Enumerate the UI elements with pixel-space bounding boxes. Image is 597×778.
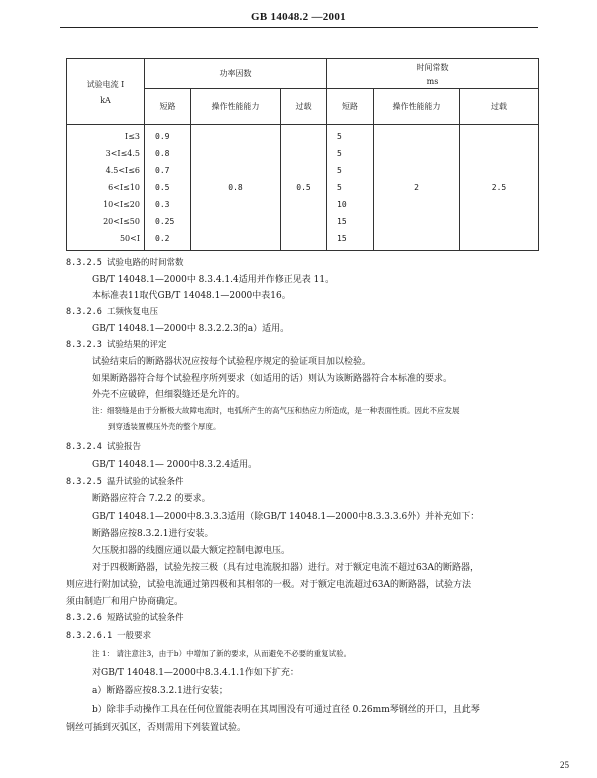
current-header-cell	[67, 59, 145, 125]
paragraph-line: 则应进行附加试验，试验电流通过第四极和其相邻的一极。对于额定电流超过63A的断路器，试验方法	[66, 580, 471, 590]
tc-short-value: 15	[337, 234, 347, 243]
time-constant-header-cell	[327, 59, 539, 89]
tc-short-value: 5	[337, 132, 342, 141]
pf-short-value: 0.3	[155, 200, 170, 209]
tc-short-value: 5	[337, 166, 342, 175]
tc-short-column	[327, 125, 374, 251]
current-range: I≤3	[125, 132, 140, 141]
pf-short-header: 短路	[145, 89, 191, 125]
note-line: 注：细裂缝是由于分断极大故障电流时，电弧所产生的高气压和热应力所造成，是一种表面性质。因此不应发展	[92, 406, 460, 415]
pf-short-value: 0.8	[155, 149, 170, 158]
section-heading: 8.3.2.6 工频恢复电压	[66, 307, 158, 317]
tc-short-value: 10	[337, 200, 347, 209]
paragraph-line: 试验结束后的断路器状况应按每个试验程序规定的验证项目加以检验。	[92, 357, 372, 367]
paragraph-line: a）断路器应按8.3.2.1进行安装；	[92, 686, 228, 696]
paragraph-line: 对GB/T 14048.1—2000中8.3.4.1.1作如下扩充：	[92, 668, 299, 678]
pf-op-value: 0.8	[191, 125, 281, 251]
pf-short-value: 0.2	[155, 234, 170, 243]
tc-over-value: 2.5	[460, 125, 539, 251]
paragraph-line: 钢丝可插到灭弧区，否则需用下列装置试验。	[66, 723, 247, 733]
tc-short-header: 短路	[327, 89, 374, 125]
paragraph-line: 本标准表11取代GB/T 14048.1—2000中表16。	[92, 291, 291, 301]
paragraph-line: 断路器应按8.3.2.1进行安装。	[92, 529, 214, 539]
note-line: 注 1： 请注意注3，由于b）中增加了新的要求，从而避免不必要的重复试验。	[92, 649, 352, 658]
paragraph-line: 须由制造厂和用户协商确定。	[66, 597, 184, 607]
pf-short-value: 0.25	[155, 217, 175, 226]
header-rule	[60, 27, 538, 28]
paragraph-line: 对于四极断路器，试验先按三极（具有过电流脱扣器）进行。对于额定电流不超过63A的断路器，	[92, 563, 479, 573]
current-range: 10<I≤20	[103, 200, 140, 209]
current-range: 3<I≤4.5	[105, 149, 140, 158]
tc-op-header: 操作性能能力	[374, 89, 460, 125]
tc-over-header: 过载	[460, 89, 539, 125]
pf-short-column	[145, 125, 191, 251]
pf-over-value: 0.5	[281, 125, 327, 251]
time-constant-unit: ms	[426, 76, 439, 86]
section-heading: 8.3.2.5 温升试验的试验条件	[66, 477, 184, 487]
current-range: 50<I	[119, 234, 140, 243]
paragraph-line: GB/T 14048.1—2000中8.3.3.3适用（除GB/T 14048.1—2000中8.3.3.3.6外）并补充如下：	[92, 512, 480, 522]
paragraph-line: GB/T 14048.1— 2000中8.3.2.4适用。	[92, 460, 258, 470]
tc-short-value: 5	[337, 149, 342, 158]
tc-short-value: 15	[337, 217, 347, 226]
pf-short-value: 0.5	[155, 183, 170, 192]
paragraph-line: GB/T 14048.1—2000中 8.3.2.2.3的a）适用。	[92, 324, 290, 334]
section-heading: 8.3.2.6.1 一般要求	[66, 631, 152, 641]
paragraph-line: GB/T 14048.1—2000中 8.3.4.1.4适用并作修正见表 11。	[92, 275, 335, 285]
pf-op-header: 操作性能能力	[191, 89, 281, 125]
current-header-label: 试验电流 I	[86, 79, 125, 89]
standard-header: GB 14048.2 —2001	[251, 11, 346, 23]
current-range: 6<I≤10	[108, 183, 140, 192]
page-number: 25	[560, 760, 569, 770]
section-heading: 8.3.2.5 试验电路的时间常数	[66, 258, 184, 268]
section-heading: 8.3.2.4 试验报告	[66, 442, 141, 452]
paragraph-line: 如果断路器符合每个试验程序所列要求（如适用的话）则认为该断路器符合本标准的要求。	[92, 374, 453, 384]
paragraph-line: 欠压脱扣器的线圈应通以最大额定控制电源电压。	[92, 546, 291, 556]
power-factor-header: 功率因数	[145, 59, 327, 89]
tc-op-value: 2	[374, 125, 460, 251]
tc-short-value: 5	[337, 183, 342, 192]
paragraph-line: 断路器应符合 7.2.2 的要求。	[92, 494, 211, 504]
time-constant-header: 时间常数	[416, 62, 449, 72]
paragraph-line: b）除非手动操作工具在任何位置能表明在其周围没有可通过直径 0.26mm琴钢丝的开口，且此琴	[92, 705, 480, 715]
pf-over-header: 过载	[281, 89, 327, 125]
test-conditions-table	[66, 58, 539, 251]
section-heading: 8.3.2.3 试验结果的评定	[66, 340, 167, 350]
pf-short-value: 0.7	[155, 166, 170, 175]
paragraph-line: 外壳不应破碎，但细裂缝还是允许的。	[92, 390, 246, 400]
current-range: 20<I≤50	[103, 217, 140, 226]
pf-short-value: 0.9	[155, 132, 170, 141]
current-range-column	[67, 125, 145, 251]
section-heading: 8.3.2.6 短路试验的试验条件	[66, 613, 184, 623]
note-line: 到穿透装置模压外壳的整个厚度。	[108, 422, 221, 431]
current-unit-label: kA	[100, 95, 111, 105]
current-range: 4.5<I≤6	[105, 166, 140, 175]
